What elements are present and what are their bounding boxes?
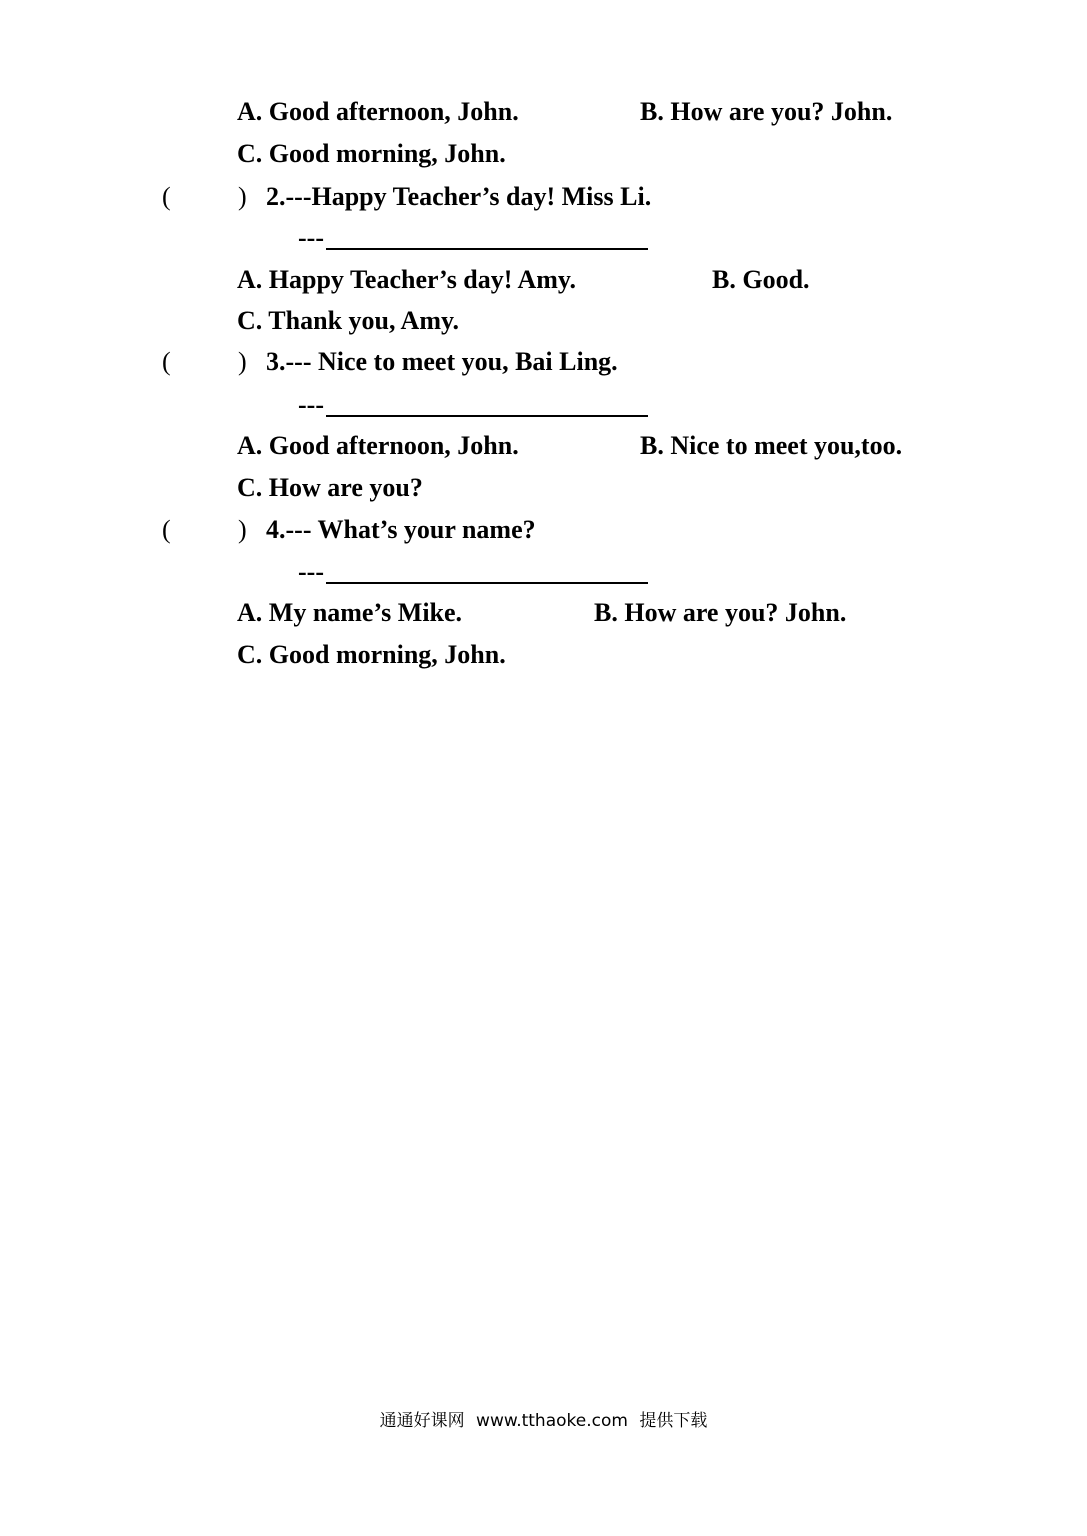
q3-answer-blank[interactable] bbox=[326, 415, 648, 417]
footer-site-name: 通通好课网 bbox=[379, 1411, 465, 1431]
footer-suffix: 提供下载 bbox=[639, 1411, 708, 1431]
q4-prompt: 4.--- What’s your name? bbox=[266, 515, 536, 544]
q4-option-a: A. My name’s Mike. bbox=[237, 598, 463, 627]
footer-url[interactable]: www.tthaoke.com bbox=[476, 1411, 628, 1431]
q4-reply-prefix: --- bbox=[298, 557, 324, 586]
q2-answer-blank[interactable] bbox=[326, 248, 648, 250]
q2-option-c: C. Thank you, Amy. bbox=[237, 306, 460, 335]
q3-reply-prefix: --- bbox=[298, 390, 324, 419]
q4-option-b: B. How are you? John. bbox=[594, 598, 847, 627]
q1-option-c: C. Good morning, John. bbox=[237, 139, 506, 168]
q2-paren-open: ( bbox=[162, 182, 171, 211]
q2-option-b: B. Good. bbox=[712, 265, 810, 294]
q4-answer-blank[interactable] bbox=[326, 582, 648, 584]
q3-paren-open: ( bbox=[162, 347, 171, 376]
q3-option-a: A. Good afternoon, John. bbox=[237, 431, 519, 460]
q1-option-a: A. Good afternoon, John. bbox=[237, 97, 519, 126]
q3-paren-close: ) bbox=[238, 347, 247, 376]
q4-option-c: C. Good morning, John. bbox=[237, 640, 506, 669]
q1-option-b: B. How are you? John. bbox=[640, 97, 893, 126]
q2-prompt: 2.---Happy Teacher’s day! Miss Li. bbox=[266, 182, 652, 211]
q4-paren-open: ( bbox=[162, 515, 171, 544]
q2-reply-prefix: --- bbox=[298, 223, 324, 252]
q3-prompt: 3.--- Nice to meet you, Bai Ling. bbox=[266, 347, 618, 376]
q2-option-a: A. Happy Teacher’s day! Amy. bbox=[237, 265, 576, 294]
q3-option-b: B. Nice to meet you,too. bbox=[640, 431, 903, 460]
q2-paren-close: ) bbox=[238, 182, 247, 211]
page-footer bbox=[0, 1406, 1087, 1431]
q3-option-c: C. How are you? bbox=[237, 473, 423, 502]
q4-paren-close: ) bbox=[238, 515, 247, 544]
